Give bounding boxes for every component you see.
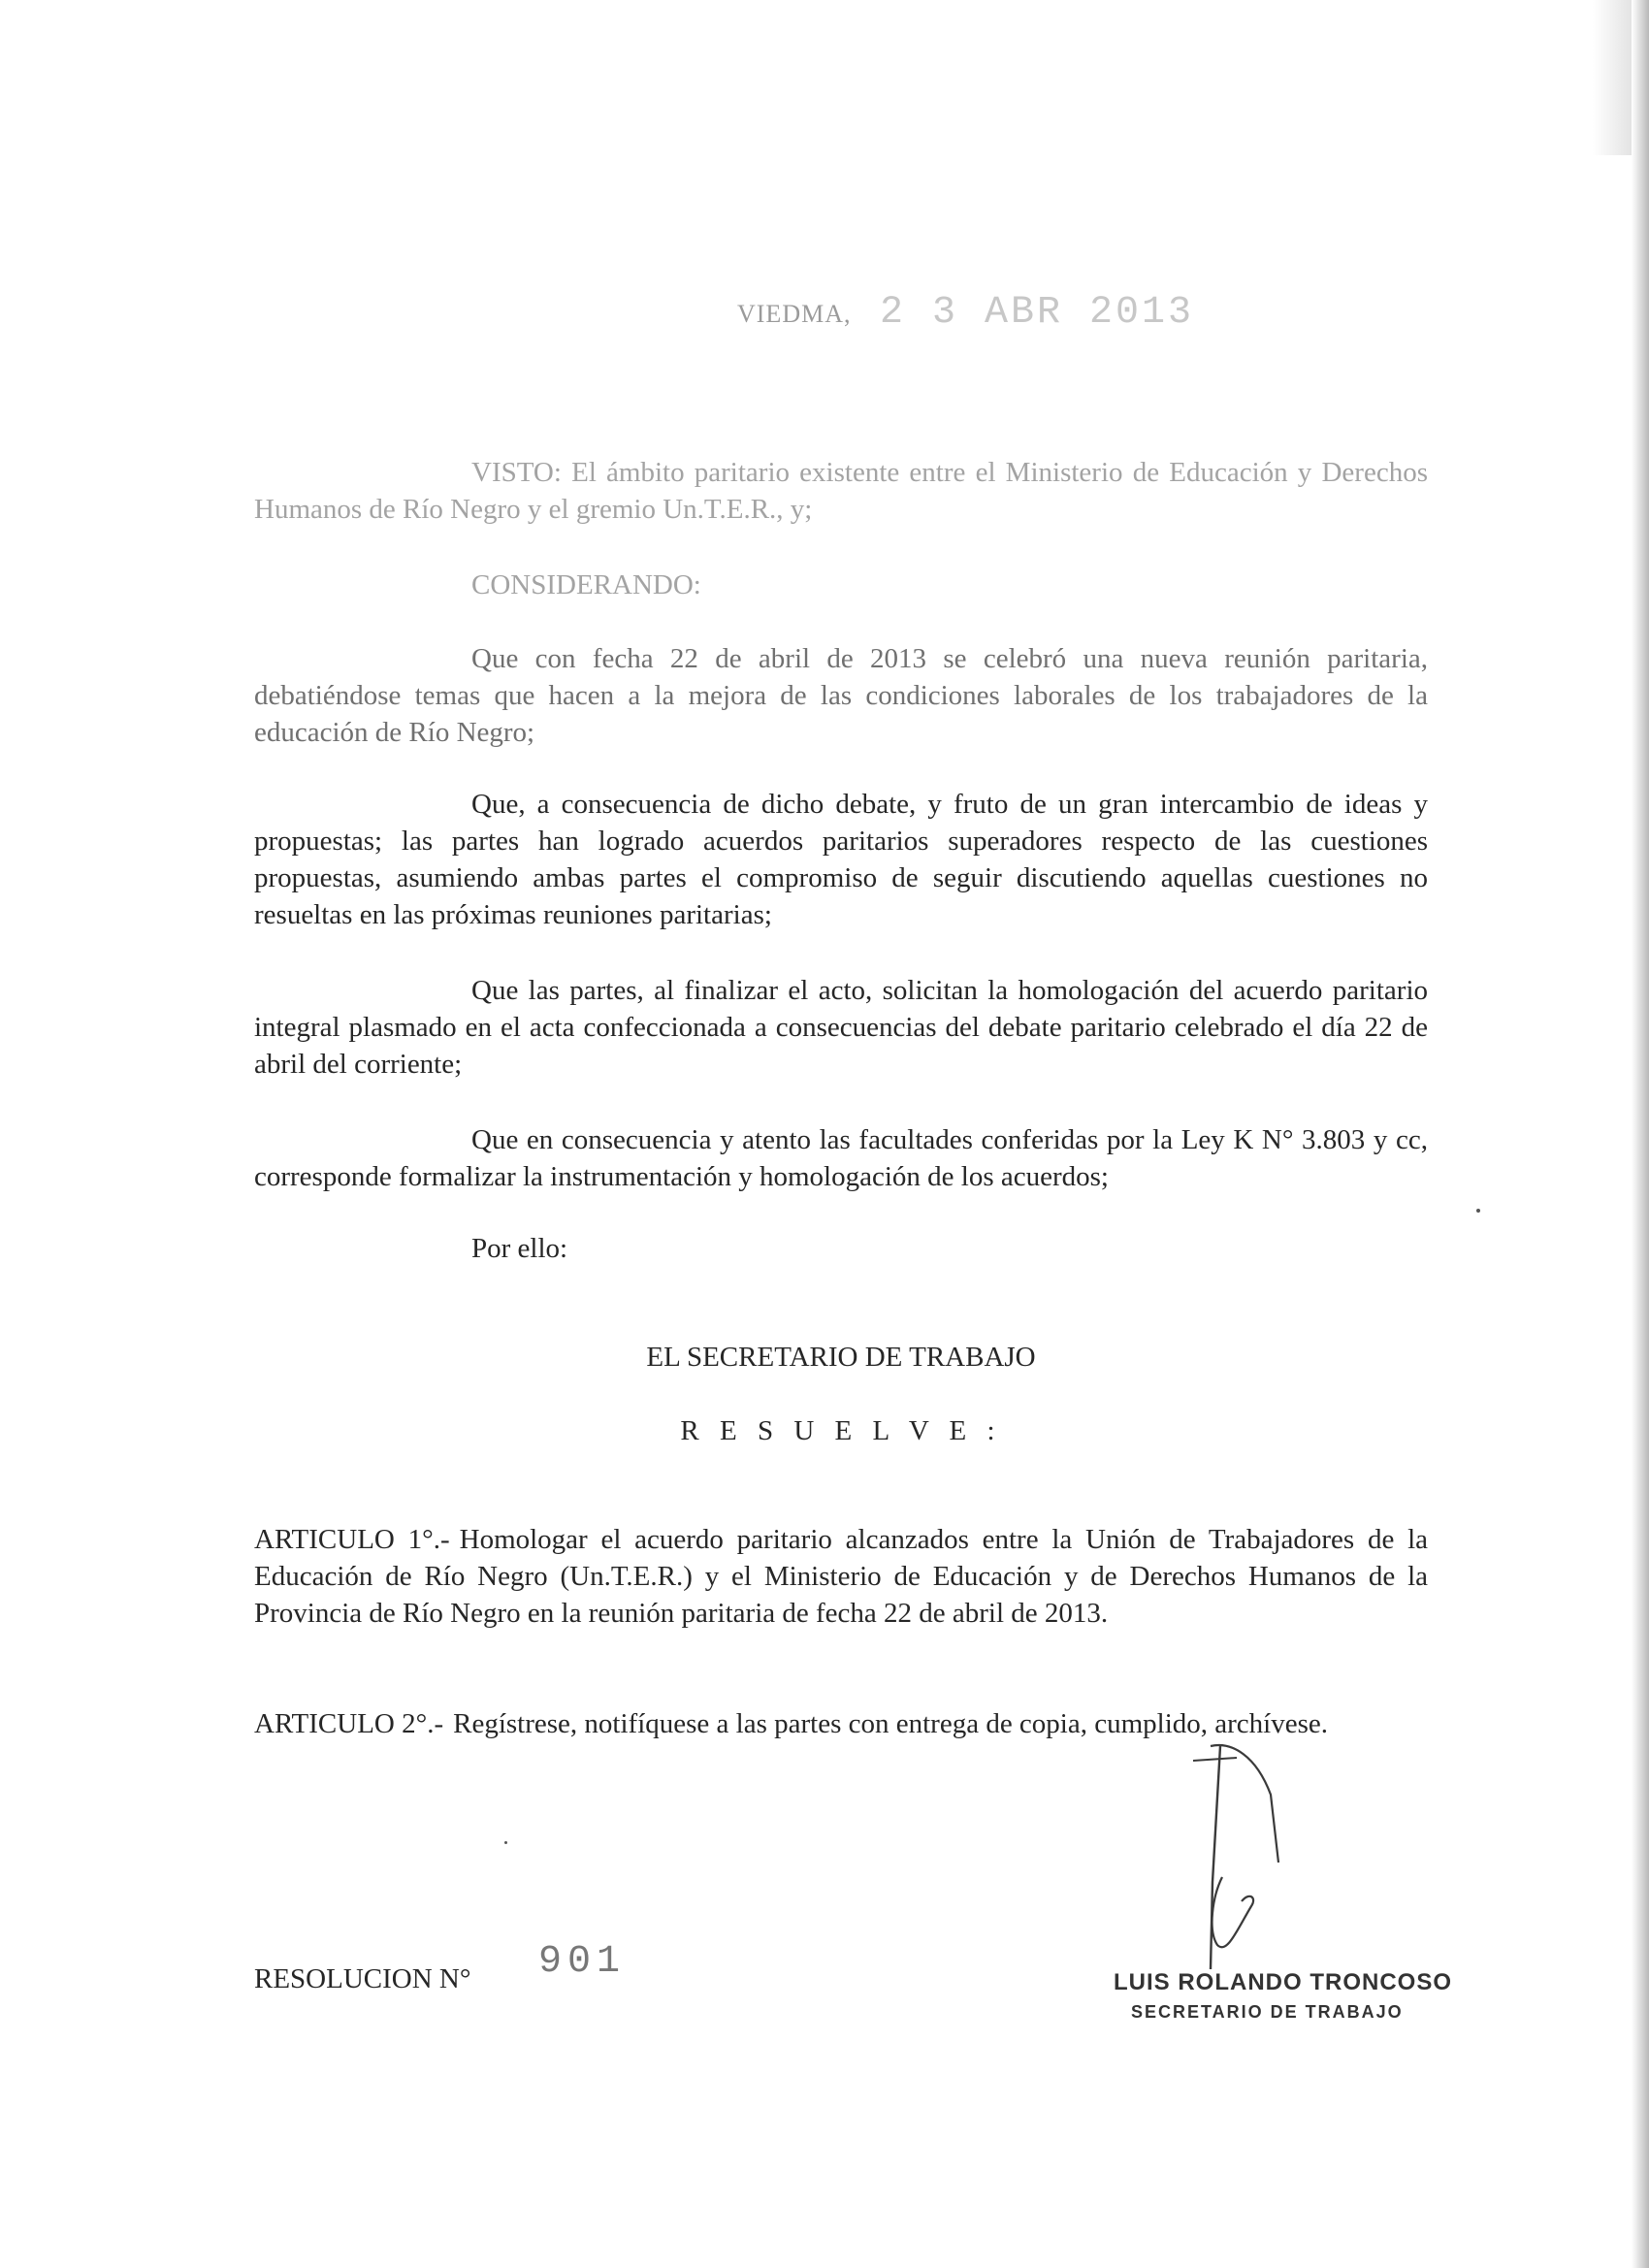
page-edge-shadow-top (1593, 0, 1632, 155)
resuelve-heading: R E S U E L V E : (680, 1415, 1002, 1446)
considerando-paragraph-3: Que las partes, al finalizar el acto, solicitan la homologación del acuerdo paritario integral plasmado en el acta confeccionada a consecuencias del debate paritario celebrado el día 22 de abril del corriente; (254, 975, 1428, 1080)
resolution-label: RESOLUCION N° (254, 1963, 471, 1994)
article-2-label: ARTICULO 2°.- (254, 1708, 444, 1739)
date-stamp: 2 3 ABR 2013 (880, 291, 1195, 335)
authority-heading: EL SECRETARIO DE TRABAJO (646, 1342, 1036, 1373)
city-label: VIEDMA, (737, 300, 852, 328)
por-ello-label: Por ello: (471, 1233, 568, 1264)
signer-name: LUIS ROLANDO TRONCOSO (1114, 1969, 1452, 1995)
considerando-paragraph-1: Que con fecha 22 de abril de 2013 se celebró una nueva reunión paritaria, debatiéndose temas que hacen a la mejora de las condiciones laborales de los trabajadores de la educación de Río Negro; (254, 643, 1428, 748)
considerando-heading: CONSIDERANDO: (471, 569, 701, 600)
scan-speck (1476, 1209, 1480, 1213)
article-2-text: Regístrese, notifíquese a las partes con entrega de copia, cumplido, archívese. (453, 1708, 1329, 1739)
article-1-text: Homologar el acuerdo paritario alcanzados entre la Unión de Trabajadores de la Educación de Río Negro (Un.T.E.R.) y el Ministerio de Educación y de Derechos Humanos de la Provincia de Río Negro en la reunión paritaria de fecha 22 de abril de 2013. (254, 1524, 1428, 1629)
considerando-paragraph-4: Que en consecuencia y atento las facultades conferidas por la Ley K N° 3.803 y cc, corresponde formalizar la instrumentación y homologación de los acuerdos; (254, 1124, 1428, 1192)
date-stamp-line (737, 291, 1194, 335)
article-1-label: ARTICULO 1°.- (254, 1524, 450, 1555)
article-1 (254, 1521, 1428, 1632)
visto-paragraph: VISTO: El ámbito paritario existente entre el Ministerio de Educación y Derechos Humanos de Río Negro y el gremio Un.T.E.R., y; (254, 457, 1428, 525)
considerando-paragraph-2: Que, a consecuencia de dicho debate, y fruto de un gran intercambio de ideas y propuestas; las partes han logrado acuerdos paritarios superadores respecto de las cuestiones propuestas, asumiendo ambas partes el compromiso de seguir discutiendo aquellas cuestiones no resueltas en las próximas reuniones paritarias; (254, 789, 1428, 930)
resolution-number: 901 (538, 1940, 627, 1984)
page-edge-shadow (1632, 0, 1649, 2268)
scan-speck (504, 1841, 507, 1844)
signer-title: SECRETARIO DE TRABAJO (1131, 2002, 1404, 2022)
handwritten-signature (1164, 1736, 1300, 1989)
